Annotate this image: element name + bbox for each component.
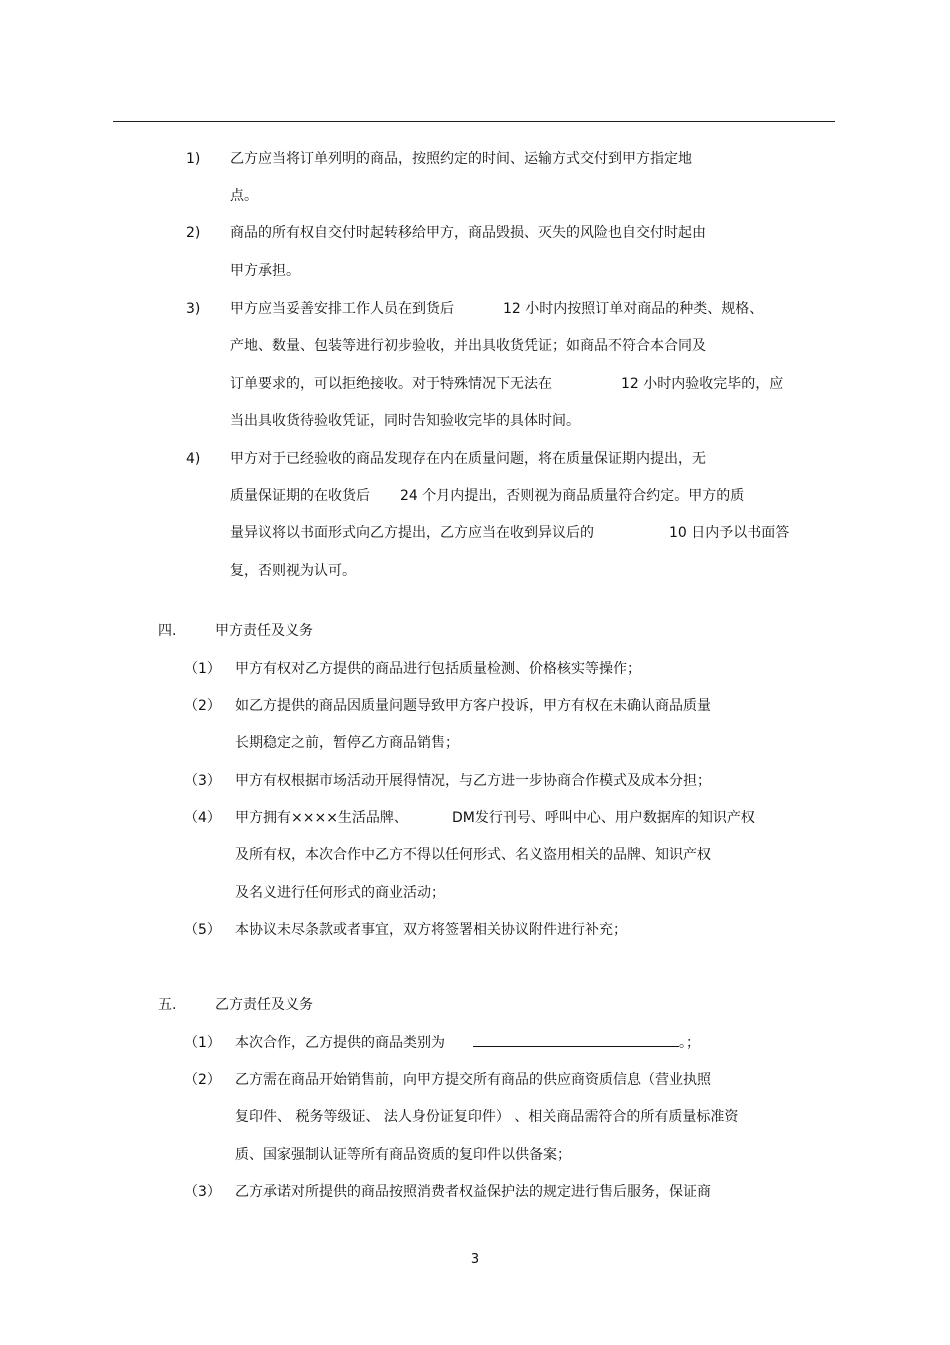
item-text: 产地、数量、包装等进行初步验收，并出具收货凭证；如商品不符合本合同及: [230, 338, 706, 354]
item-text: [235, 1034, 700, 1052]
item-text: 12 小时内按照订单对商品的种类、规格、: [503, 301, 764, 317]
item-text: 复，否则视为认可。: [230, 563, 356, 579]
section-number: 四.: [158, 623, 177, 639]
item-text: 乙方应当将订单列明的商品，按照约定的时间、运输方式交付到甲方指定地: [230, 151, 692, 167]
item-number: 1): [186, 151, 201, 167]
section-title: 甲方责任及义务: [215, 623, 313, 639]
item-text: 甲方拥有××××生活品牌、: [235, 810, 408, 826]
item-number: （3）: [184, 773, 221, 789]
item-number: （4）: [184, 810, 221, 826]
item-text: 量异议将以书面形式向乙方提出，乙方应当在收到异议后的: [230, 525, 594, 541]
item-text: 复印件、 税务等级证、 法人身份证复印件） 、相关商品需符合的所有质量标准资: [235, 1109, 739, 1125]
item-text: 当出具收货待验收凭证，同时告知验收完毕的具体时间。: [230, 413, 580, 429]
item-text: 如乙方提供的商品因质量问题导致甲方客户投诉，甲方有权在未确认商品质量: [235, 698, 711, 714]
item-text: 甲方有权对乙方提供的商品进行包括质量检测、价格核实等操作；: [235, 661, 641, 677]
item-number: （1）: [184, 1035, 221, 1051]
item-text: 本协议未尽条款或者事宜，双方将签署相关协议附件进行补充；: [235, 922, 627, 938]
section-number: 五.: [158, 997, 177, 1013]
item-text: 甲方对于已经验收的商品发现存在内在质量问题，将在质量保证期内提出，无: [230, 451, 706, 467]
item-number: （1）: [184, 661, 221, 677]
item-text: 甲方应当妥善安排工作人员在到货后: [230, 301, 454, 317]
item-number: （3）: [184, 1184, 221, 1200]
item-text-part: 。；: [679, 1035, 700, 1051]
item-number: 4): [186, 451, 201, 467]
item-number: 3): [186, 301, 201, 317]
item-text: 商品的所有权自交付时起转移给甲方，商品毁损、灭失的风险也自交付时起由: [230, 225, 706, 241]
item-text: 10 日内予以书面答: [669, 525, 790, 541]
item-text: 甲方有权根据市场活动开展得情况，与乙方进一步协商合作模式及成本分担；: [235, 773, 711, 789]
item-text: 及所有权，本次合作中乙方不得以任何形式、名义盗用相关的品牌、知识产权: [235, 847, 711, 863]
page-number: 3: [470, 1252, 480, 1267]
item-text: 长期稳定之前，暂停乙方商品销售；: [235, 735, 459, 751]
item-text: 点。: [230, 188, 258, 204]
item-text: 乙方承诺对所提供的商品按照消费者权益保护法的规定进行售后服务，保证商: [235, 1184, 711, 1200]
item-text: 24 个月内提出，否则视为商品质量符合约定。甲方的质: [400, 488, 745, 504]
item-text: 甲方承担。: [230, 263, 300, 279]
fill-in-blank: [473, 1034, 679, 1047]
section-title: 乙方责任及义务: [215, 997, 313, 1013]
item-text: 订单要求的，可以拒绝接收。对于特殊情况下无法在: [230, 376, 552, 392]
header-rule: [113, 121, 835, 122]
item-number: （2）: [184, 1072, 221, 1088]
item-number: 2): [186, 225, 201, 241]
item-number: （5）: [184, 922, 221, 938]
item-text: 乙方需在商品开始销售前，向甲方提交所有商品的供应商资质信息（营业执照: [235, 1072, 711, 1088]
item-text: DM发行刊号、呼叫中心、用户数据库的知识产权: [452, 810, 755, 826]
item-number: （2）: [184, 698, 221, 714]
item-text: 质量保证期的在收货后: [230, 488, 370, 504]
item-text: 质、国家强制认证等所有商品资质的复印件以供备案；: [235, 1147, 571, 1163]
item-text-part: 本次合作，乙方提供的商品类别为: [235, 1035, 445, 1051]
item-text: 及名义进行任何形式的商业活动；: [235, 885, 445, 901]
item-text: 12 小时内验收完毕的，应: [621, 376, 784, 392]
